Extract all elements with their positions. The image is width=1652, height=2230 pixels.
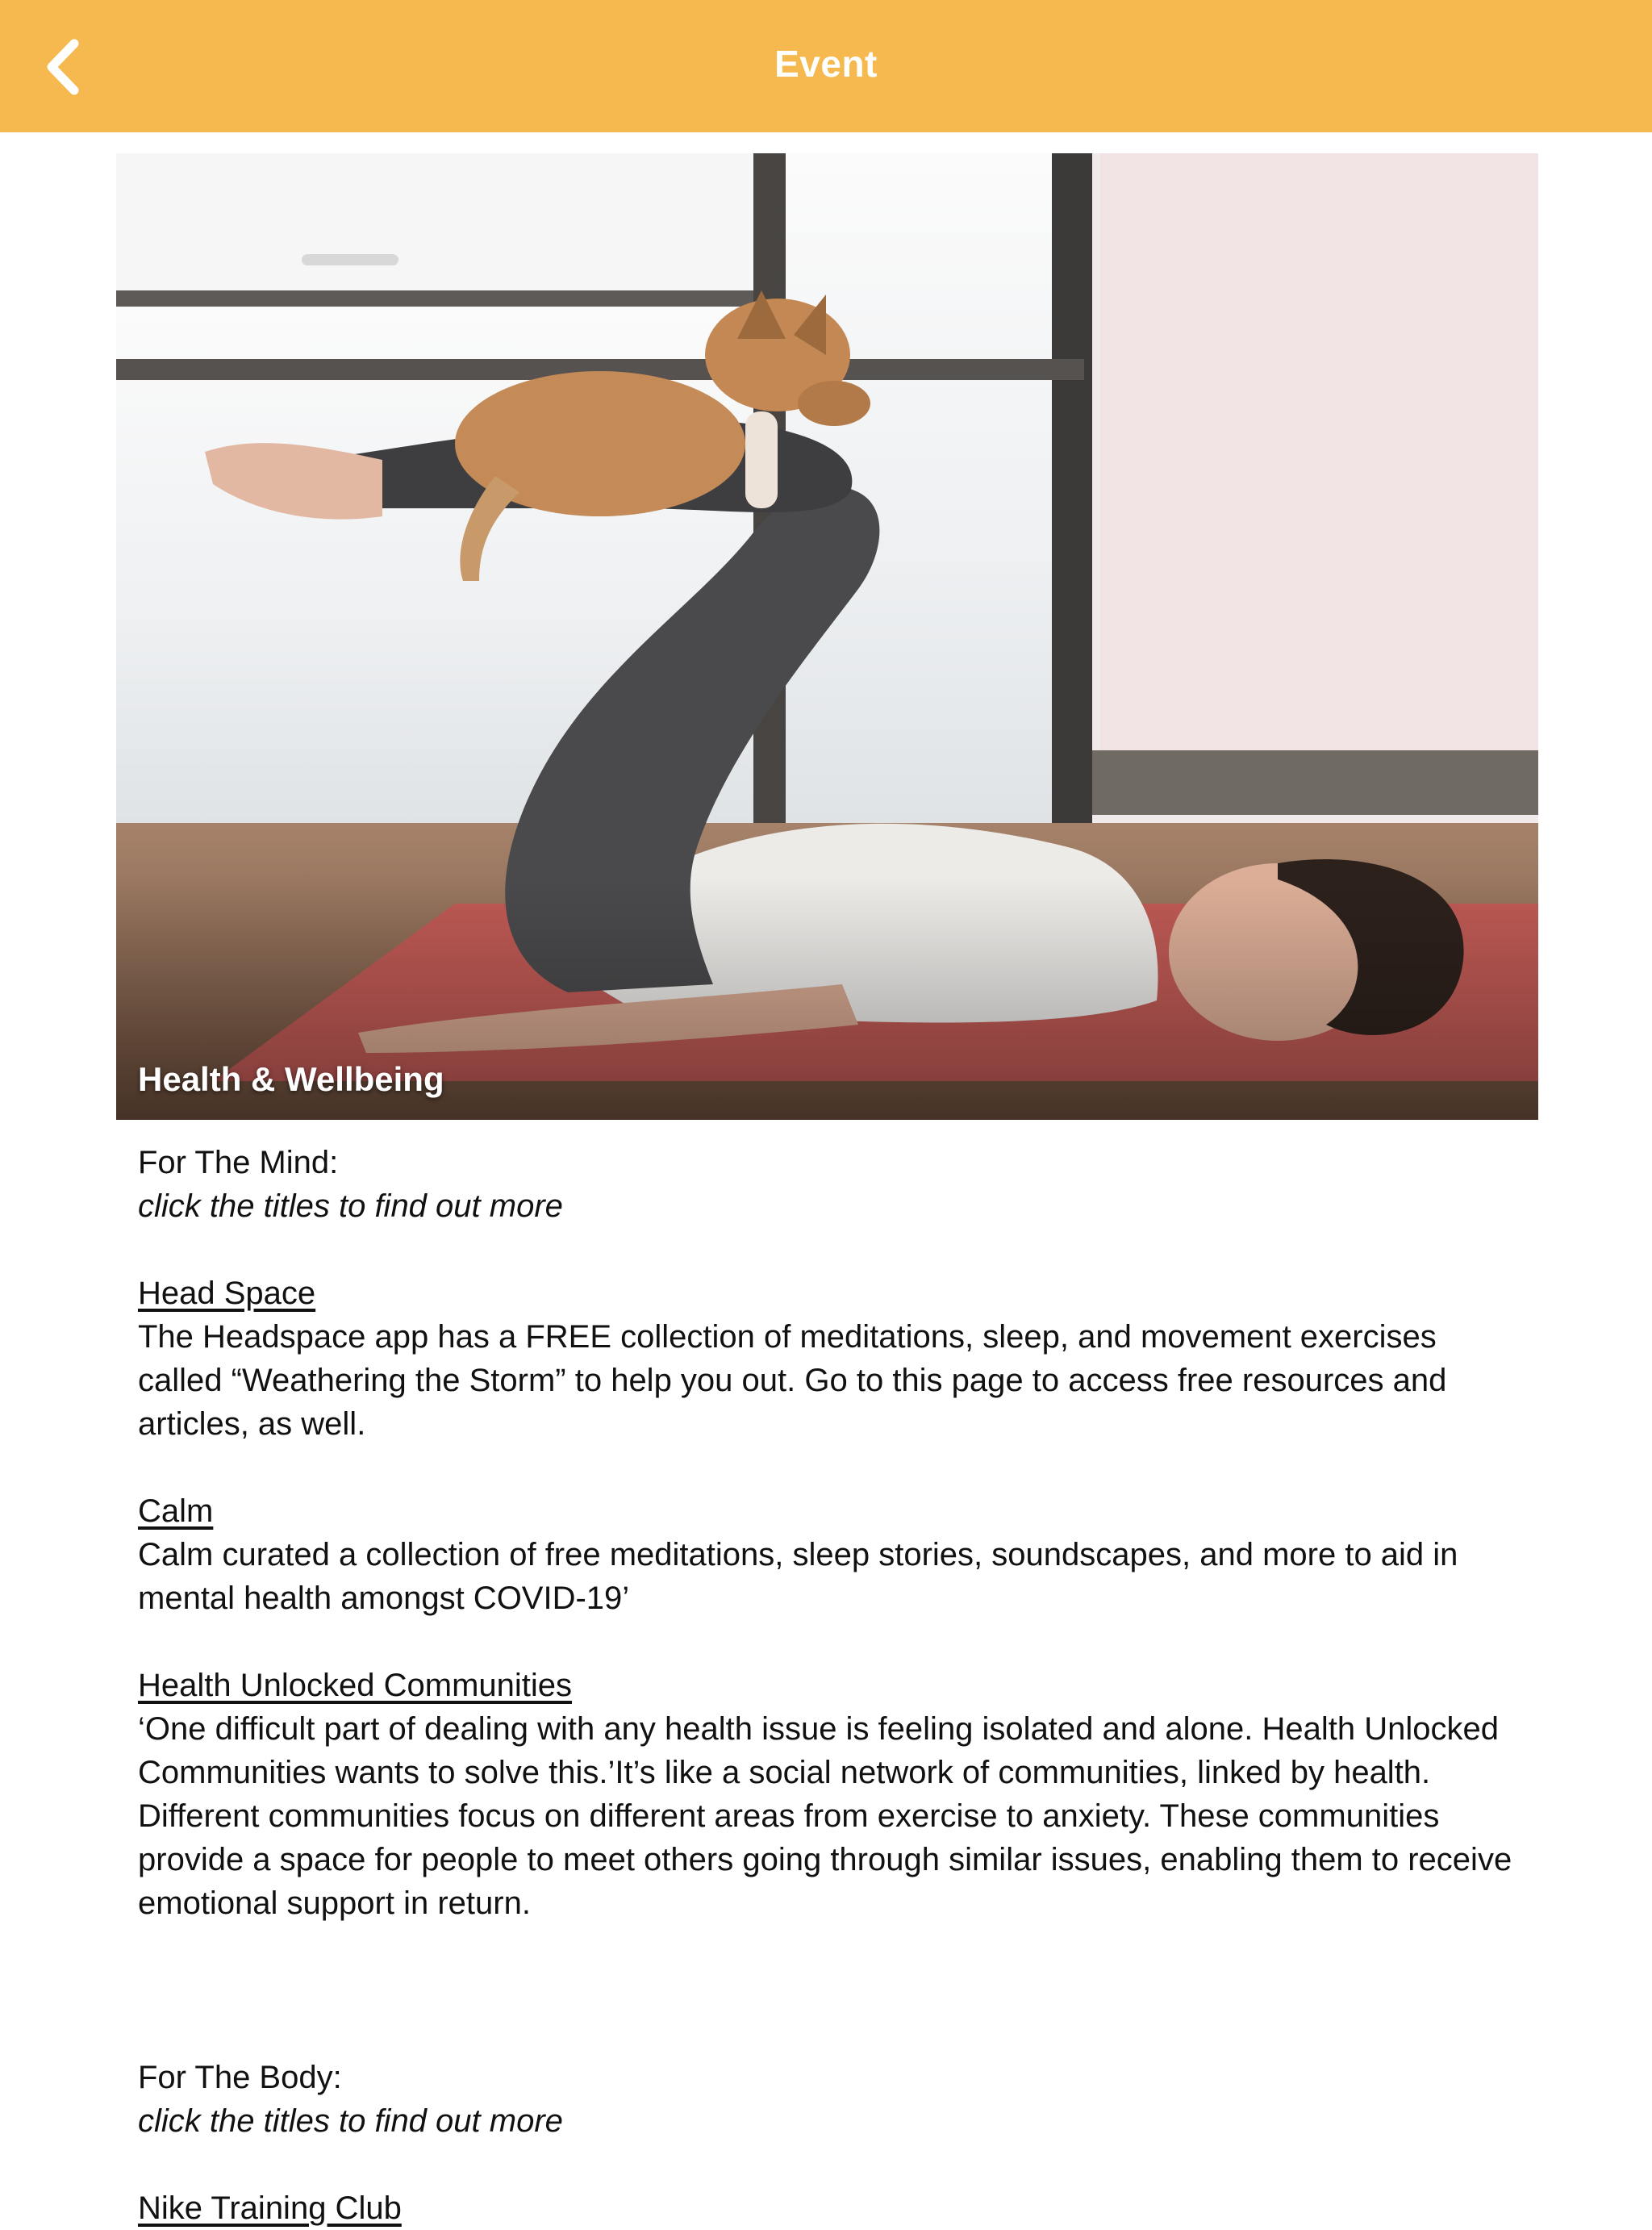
mind-section-hint: click the titles to find out more	[138, 1188, 563, 1224]
link-calm[interactable]: Calm	[138, 1493, 214, 1529]
yoga-dog-photo	[116, 153, 1538, 1120]
event-description	[138, 1141, 1525, 2230]
mind-section-heading: For The Mind:	[138, 1145, 339, 1180]
link-head-space[interactable]: Head Space	[138, 1276, 316, 1311]
hero-image	[116, 153, 1538, 1120]
body-section-heading: For The Body:	[138, 2060, 342, 2095]
page-title: Event	[774, 43, 878, 85]
link-health-unlocked-communities[interactable]: Health Unlocked Communities	[138, 1668, 573, 1703]
head-space-description: The Headspace app has a FREE collection of meditations, sleep, and movement exercises called “Weathering the Storm” to help you out. Go to this page to access free resources and articles, as well.	[138, 1319, 1447, 1442]
hero-category-caption: Health & Wellbeing	[138, 1060, 444, 1098]
top-bar	[0, 0, 1652, 132]
link-nike-training-club[interactable]: Nike Training Club	[138, 2190, 402, 2226]
calm-description: Calm curated a collection of free meditations, sleep stories, soundscapes, and more to aid in mental health amongst COVID-19’	[138, 1537, 1458, 1616]
health-unlocked-description: ‘One difficult part of dealing with any health issue is feeling isolated and alone. Health Unlocked Communities wants to solve this.’It’s like a social network of communities, linked by health. Different communities focus on different areas from exercise to anxiety. These communities provide a space for people to meet others going through similar issues, enabling them to receive emotional support in return.	[138, 1711, 1512, 1921]
body-section-hint: click the titles to find out more	[138, 2103, 563, 2139]
